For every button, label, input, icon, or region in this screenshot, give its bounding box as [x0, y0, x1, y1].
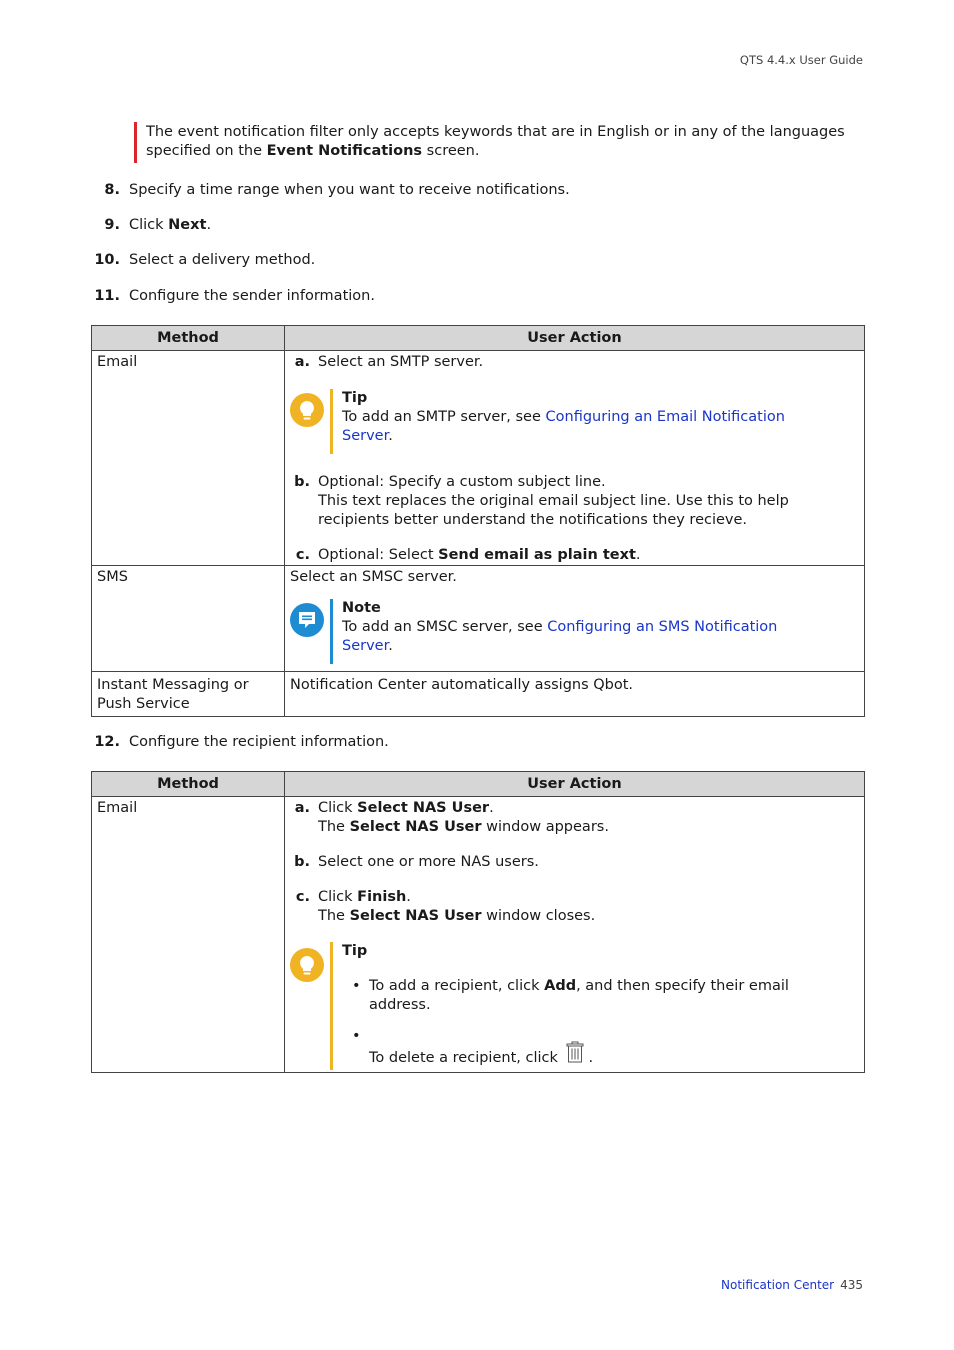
- step-number: 11.: [94, 288, 120, 304]
- warning-text: The event notification filter only accepts keywords that are in English or in any of the languages specified on the: [146, 124, 845, 159]
- substep-a: a. Select an SMTP server.: [294, 354, 484, 370]
- note-text: To add an SMSC server, see Configuring an SMS Notification Server.: [342, 619, 778, 654]
- step-number: 10.: [94, 252, 120, 268]
- recipient-table: [91, 771, 865, 1073]
- substep-c: c. Click Finish. The Select NAS User window closes.: [290, 888, 859, 926]
- note-title: Note: [342, 600, 381, 616]
- action-cell: [285, 351, 865, 566]
- substep-b-detail: This text replaces the original email subject line. Use this to help recipients better understand the notifications they recieve.: [318, 493, 789, 528]
- page-footer: [721, 1276, 863, 1295]
- table-row: [92, 797, 865, 1073]
- column-header-method: Method: [92, 772, 285, 797]
- table-row: [92, 672, 865, 717]
- tip-title: Tip: [342, 943, 368, 959]
- column-header-action: User Action: [285, 326, 865, 351]
- tip-callout: [290, 389, 859, 454]
- step-text: Select a delivery method.: [129, 252, 316, 268]
- link-email-server[interactable]: Configuring an Email Notification Server: [342, 409, 785, 444]
- warning-callout: [134, 122, 866, 163]
- table-row: [92, 351, 865, 566]
- table-header-row: [92, 772, 865, 797]
- step-text: Configure the sender information.: [129, 288, 375, 304]
- footer-section: Notification Center: [721, 1278, 835, 1292]
- tip-bar: [330, 389, 333, 454]
- warning-bold: Event Notifications: [266, 143, 423, 159]
- sms-text: Select an SMSC server.: [290, 569, 457, 585]
- action-cell: [285, 566, 865, 672]
- method-cell: Email: [92, 797, 285, 1073]
- lightbulb-icon: [290, 393, 324, 427]
- step-11: [92, 287, 852, 306]
- column-header-method: Method: [92, 326, 285, 351]
- tip-bullet-delete: • To delete a recipient, click .: [352, 1028, 594, 1066]
- step-text: Click Next.: [129, 217, 212, 233]
- column-header-action: User Action: [285, 772, 865, 797]
- step-number: 12.: [94, 734, 120, 750]
- link-sms-server[interactable]: Configuring an SMS Notification Server: [342, 619, 778, 654]
- note-callout: [290, 599, 859, 664]
- running-header: QTS 4.4.x User Guide: [739, 53, 863, 67]
- method-cell: Email: [92, 351, 285, 566]
- substep-c-detail: The Select NAS User window closes.: [318, 908, 596, 924]
- substep-a: a. Click Select NAS User. The Select NAS User window appears.: [290, 799, 859, 837]
- note-icon: [290, 603, 324, 637]
- table-row: [92, 566, 865, 672]
- step-10: [92, 251, 852, 270]
- action-cell: Notification Center automatically assigns Qbot.: [285, 672, 865, 717]
- warning-text-end: screen.: [422, 143, 480, 159]
- method-cell: SMS: [92, 566, 285, 672]
- tip-title: Tip: [342, 390, 368, 406]
- sender-table: [91, 325, 865, 717]
- page-number: 435: [840, 1278, 863, 1292]
- step-text: Specify a time range when you want to receive notifications.: [129, 182, 570, 198]
- substep-b: b. Optional: Specify a custom subject line. This text replaces the original email subject line. Use this to help recipients better understand the notifications they recieve.: [290, 473, 859, 530]
- note-bar: [330, 599, 333, 664]
- tip-bullet-add: • To add a recipient, click Add, and then specify their email address.: [352, 978, 789, 1013]
- step-number: 9.: [104, 217, 120, 233]
- tip-text: To add an SMTP server, see Configuring an Email Notification Server.: [342, 409, 785, 444]
- substep-b: b. Select one or more NAS users.: [294, 854, 539, 870]
- step-text: Configure the recipient information.: [129, 734, 389, 750]
- action-cell: [285, 797, 865, 1073]
- step-12: [92, 733, 852, 752]
- step-number: 8.: [104, 182, 120, 198]
- substep-a-detail: The Select NAS User window appears.: [318, 819, 609, 835]
- lightbulb-icon: [290, 948, 324, 982]
- tip-bar: [330, 942, 333, 1070]
- method-cell: Instant Messaging or Push Service: [92, 672, 285, 717]
- table-header-row: [92, 326, 865, 351]
- trash-icon: [564, 1041, 586, 1063]
- tip-callout: [290, 942, 859, 1070]
- step-8: [92, 181, 852, 200]
- substep-c: c. Optional: Select Send email as plain text.: [295, 547, 641, 563]
- step-9: [92, 216, 852, 235]
